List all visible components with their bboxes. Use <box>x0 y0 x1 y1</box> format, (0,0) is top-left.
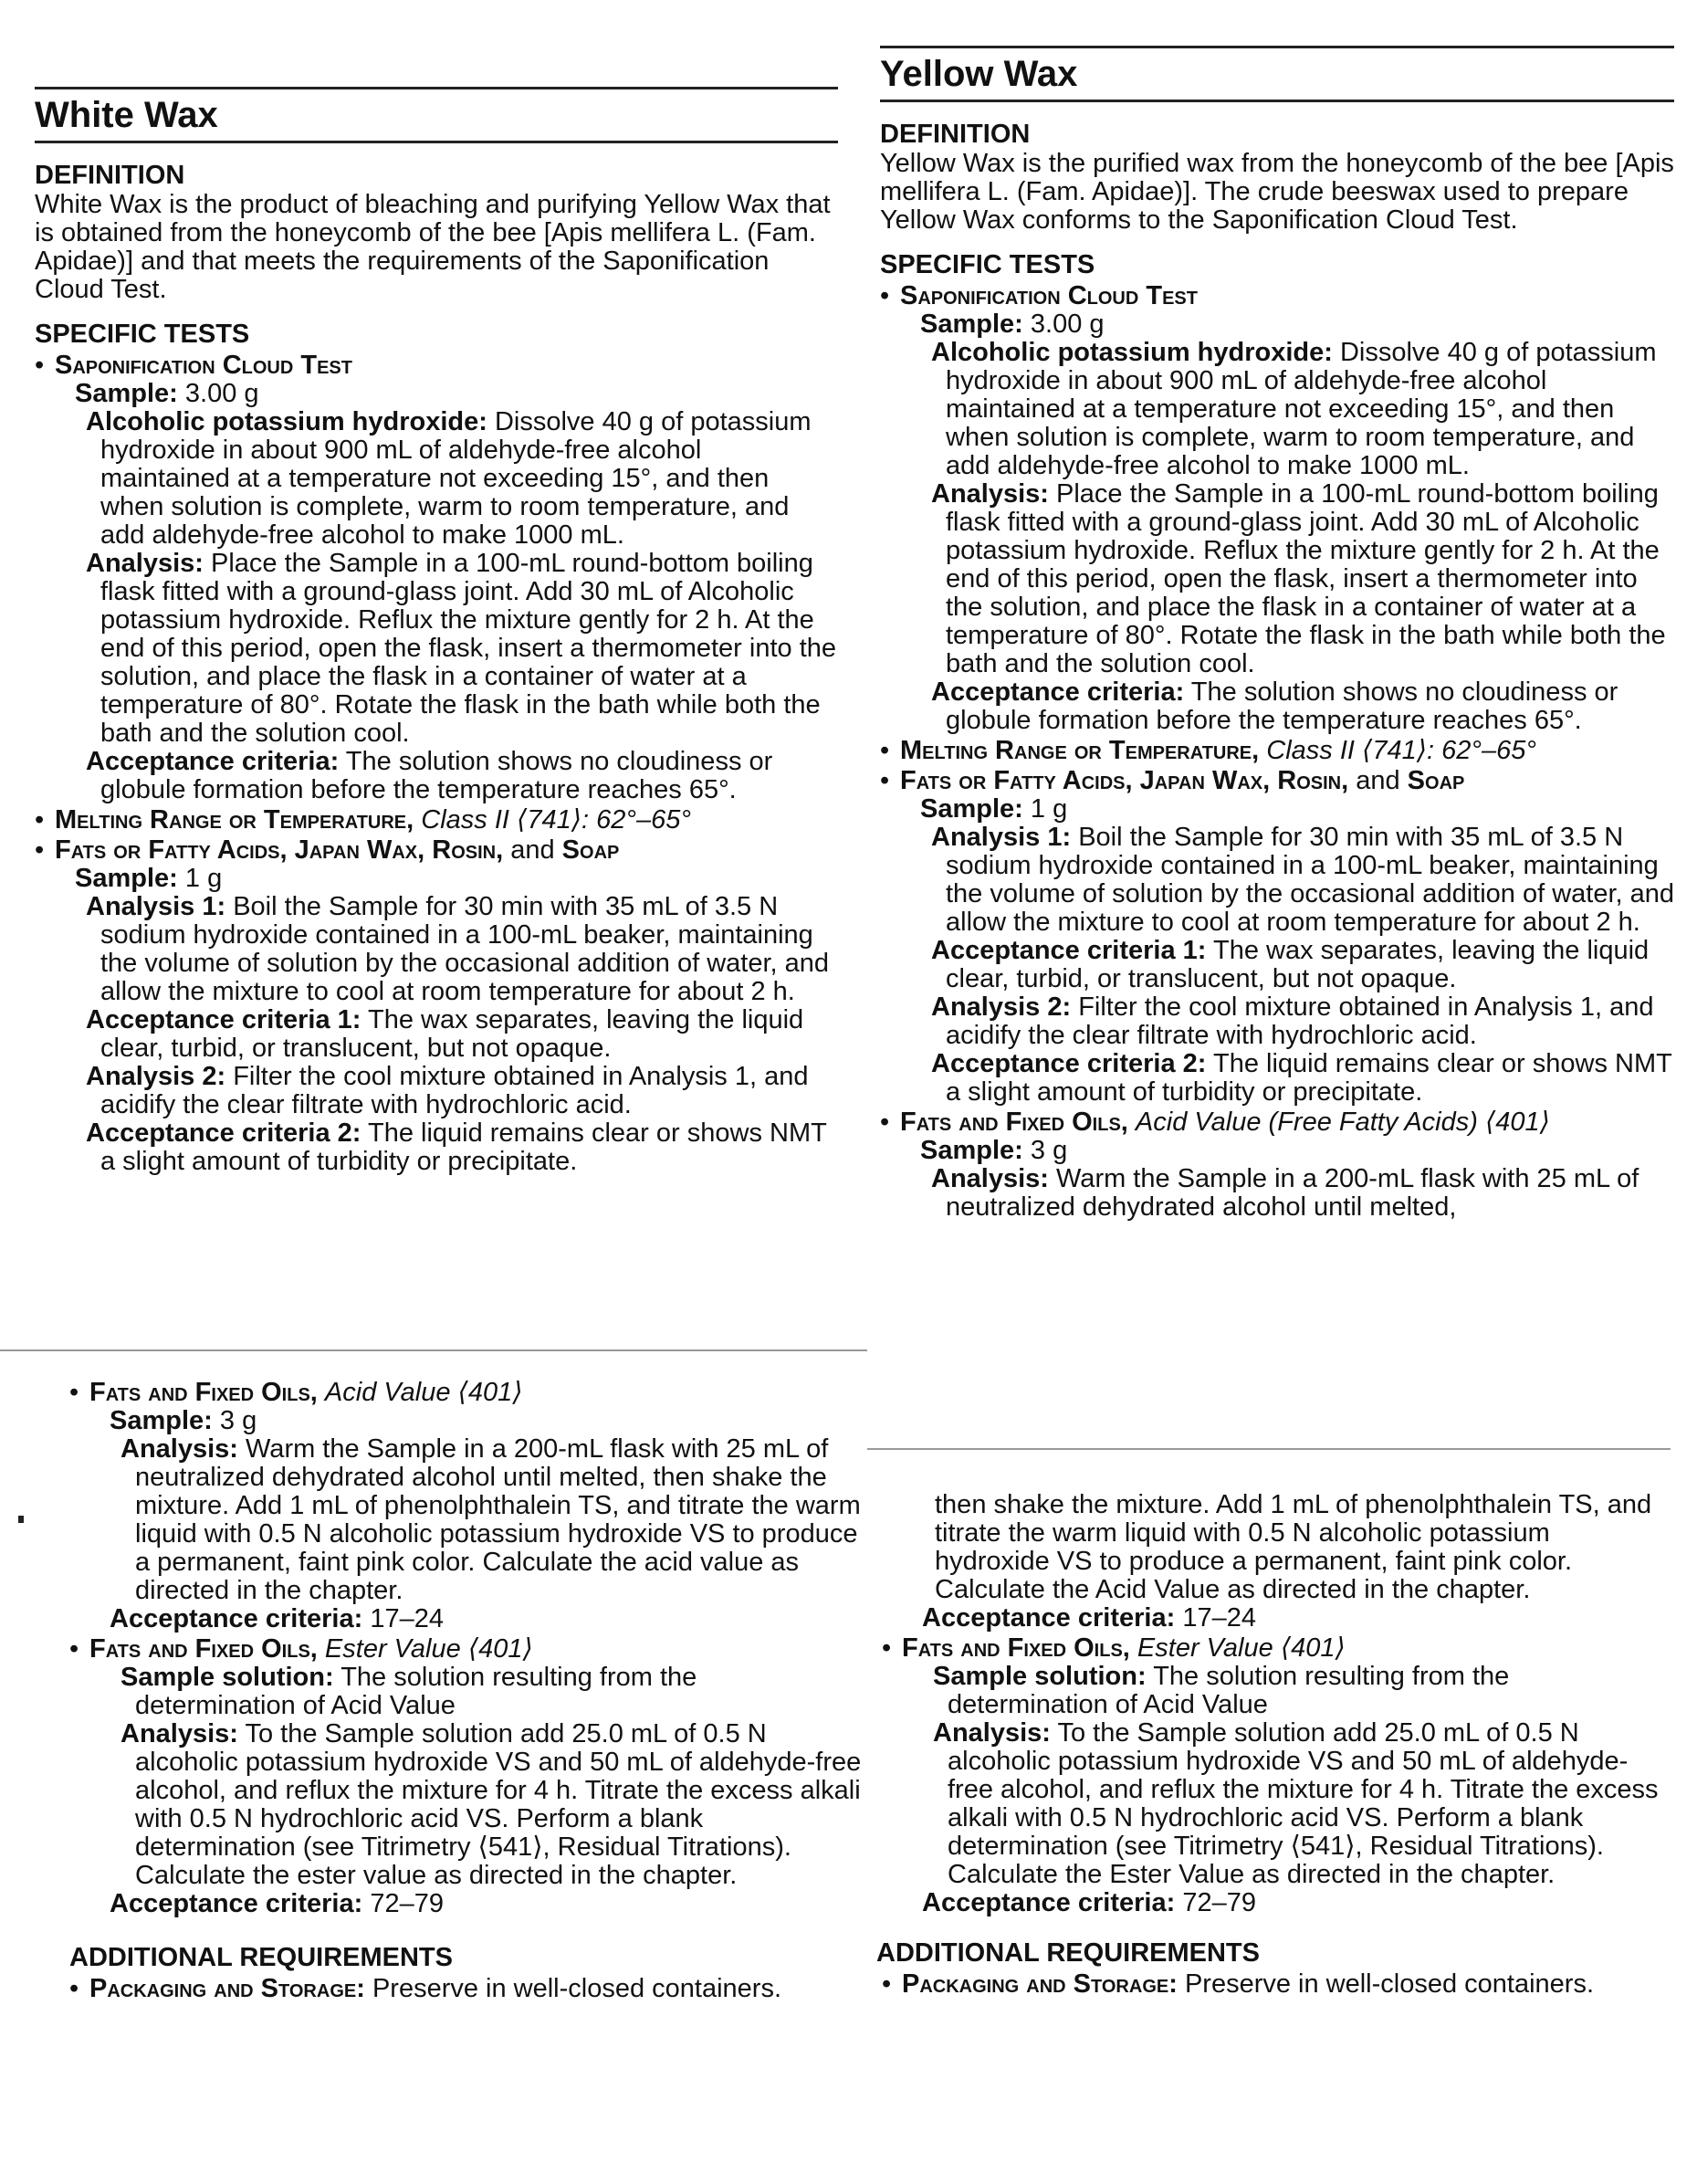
ester-analysis: Analysis: To the Sample solution add 25.0 mL of 0.5 N alcoholic potassium hydroxide VS and 50 mL of aldehyde-free alcohol, and reflux the mixture for 4 h. Titrate the excess alkali with 0.5 N hydrochloric acid VS. Perform a blank determination (see Titrimetry ⟨541⟩, Residual Titrations). Calculate the Ester Value as directed in the chapter. <box>933 1718 1659 1889</box>
fats-fatty-acids-test: • Fats or Fatty Acids, Japan Wax, Rosin, and Soap <box>880 767 1674 795</box>
melting-range-test: • Melting Range or Temperature, Class II ⟨741⟩: 62°–65° <box>880 737 1674 765</box>
sap-analysis: Analysis: Place the Sample in a 100-mL round-bottom boiling flask fitted with a ground-glass joint. Add 30 mL of Alcoholic potassium hydroxide. Reflux the mixture gently for 2 h. At the end of this period, open the flask, insert a thermometer into the solution, and place the flask in a container of water at a temperature of 80°. Rotate the flask in the bath while both the bath and the solution cool. <box>86 549 837 748</box>
white-wax-monograph <box>35 87 838 1176</box>
specific-tests-heading: SPECIFIC TESTS <box>35 320 250 349</box>
ester-sample-solution: Sample solution: The solution resulting from the determination of Acid Value <box>933 1662 1510 1719</box>
yellow-wax-monograph <box>880 46 1674 1222</box>
ester-analysis: Analysis: To the Sample solution add 25.0 mL of 0.5 N alcoholic potassium hydroxide VS and 50 mL of aldehyde-free alcohol, and reflux the mixture for 4 h. Titrate the excess alkali with 0.5 N hydrochloric acid VS. Perform a blank determination (see Titrimetry ⟨541⟩, Residual Titrations). Calculate the ester value as directed in the chapter. <box>120 1719 862 1890</box>
packaging-storage: • Packaging and Storage: Preserve in well-closed containers. <box>69 1975 864 2003</box>
saponification-test <box>35 352 838 380</box>
acid-sample: Sample: 3 g <box>110 1406 257 1435</box>
packaging-storage: • Packaging and Storage: Preserve in well-closed containers. <box>882 1970 1671 1999</box>
sap-analysis: Analysis: Place the Sample in a 100-mL round-bottom boiling flask fitted with a ground-glass joint. Add 30 mL of Alcoholic potassium hydroxide. Reflux the mixture gently for 2 h. At the end of this period, open the flask, insert a thermometer into the solution, and place the flask in a container of water at a temperature of 80°. Rotate the flask in the bath while both the bath and the solution cool. <box>931 479 1666 678</box>
acid-value-test: • Fats and Fixed Oils, Acid Value ⟨401⟩ <box>69 1379 864 1407</box>
specific-tests-heading: SPECIFIC TESTS <box>880 250 1095 279</box>
yellow-wax-title: Yellow Wax <box>880 46 1674 100</box>
acid-acceptance: Acceptance criteria: 17–24 <box>110 1604 444 1633</box>
ester-sample-solution: Sample solution: The solution resulting from the determination of Acid Value <box>120 1663 697 1720</box>
title-divider <box>880 100 1674 102</box>
fats-acceptance-2: Acceptance criteria 2: The liquid remains clear or shows NMT a slight amount of turbidity or precipitate. <box>931 1049 1672 1107</box>
ester-value-test: • Fats and Fixed Oils, Ester Value ⟨401⟩ <box>882 1634 1671 1663</box>
sap-acceptance: Acceptance criteria: The solution shows no cloudiness or globule formation before the temperature reaches 65°. <box>86 747 773 804</box>
sap-koh: Alcoholic potassium hydroxide: Dissolve 40 g of potassium hydroxide in about 900 mL of aldehyde-free alcohol maintained at a temperature not exceeding 15°, and then when solution is complete, warm to room temperature, and add aldehyde-free alcohol to make 1000 mL. <box>931 338 1657 480</box>
fats-analysis-1: Analysis 1: Boil the Sample for 30 min with 35 mL of 3.5 N sodium hydroxide contained in a 100-mL beaker, maintaining the volume of solution by the occasional addition of water, and allow the mixture to cool at room temperature for about 2 h. <box>86 892 830 1006</box>
fats-analysis-2: Analysis 2: Filter the cool mixture obtained in Analysis 1, and acidify the clear filtrate with hydrochloric acid. <box>86 1062 809 1119</box>
white-wax-title: White Wax <box>35 87 838 141</box>
fats-acceptance-1: Acceptance criteria 1: The wax separates, leaving the liquid clear, turbid, or translucent, but not opaque. <box>86 1005 804 1063</box>
ester-value-test: • Fats and Fixed Oils, Ester Value ⟨401⟩ <box>69 1635 864 1664</box>
fats-acceptance-2: Acceptance criteria 2: The liquid remains clear or shows NMT a slight amount of turbidity or precipitate. <box>86 1118 827 1176</box>
definition-heading: DEFINITION <box>880 120 1031 149</box>
title-divider <box>35 141 838 143</box>
sap-koh: Alcoholic potassium hydroxide: Dissolve 40 g of potassium hydroxide in about 900 mL of aldehyde-free alcohol maintained at a temperature not exceeding 15°, and then when solution is complete, warm to room temperature, and add aldehyde-free alcohol to make 1000 mL. <box>86 407 812 550</box>
fats-fatty-acids-test: • Fats or Fatty Acids, Japan Wax, Rosin, and Soap <box>35 836 838 865</box>
column-break-line <box>0 1349 867 1351</box>
saponification-test: • Saponification Cloud Test <box>880 282 1674 310</box>
sap-sample: Sample: 3.00 g <box>920 310 1105 339</box>
sap-sample: Sample: 3.00 g <box>75 379 259 408</box>
acid-analysis-start: Analysis: Warm the Sample in a 200-mL flask with 25 mL of neutralized dehydrated alcohol until melted, <box>931 1164 1639 1222</box>
definition-heading: DEFINITION <box>35 161 185 190</box>
definition-text: Yellow Wax is the purified wax from the honeycomb of the bee [Apis mellifera L. (Fam. Apidae)]. The crude beeswax used to prepare Yellow Wax conforms to the Saponification Cloud Test. <box>880 149 1674 235</box>
fats-analysis-2: Analysis 2: Filter the cool mixture obtained in Analysis 1, and acidify the clear filtrate with hydrochloric acid. <box>931 992 1654 1050</box>
acid-analysis-continued: then shake the mixture. Add 1 mL of phenolphthalein TS, and titrate the warm liquid with 0.5 N alcoholic potassium hydroxide VS to produce a permanent, faint pink color. Calculate the Acid Value as directed in the chapter. <box>935 1490 1652 1604</box>
fats-sample: Sample: 1 g <box>75 864 223 893</box>
melting-range-test: • Melting Range or Temperature, Class II ⟨741⟩: 62°–65° <box>35 806 838 835</box>
fats-acceptance-1: Acceptance criteria 1: The wax separates, leaving the liquid clear, turbid, or translucent, but not opaque. <box>931 936 1650 993</box>
acid-value-test: • Fats and Fixed Oils, Acid Value (Free Fatty Acids) ⟨401⟩ <box>880 1108 1674 1137</box>
acid-analysis: Analysis: Warm the Sample in a 200-mL flask with 25 mL of neutralized dehydrated alcohol until melted, then shake the mixture. Add 1 mL of phenolphthalein TS, and titrate the warm liquid with 0.5 N alcoholic potassium hydroxide VS to produce a permanent, faint pink color. Calculate the acid value as directed in the chapter. <box>120 1434 861 1605</box>
ester-acceptance: Acceptance criteria: 72–79 <box>922 1888 1256 1917</box>
definition-text: White Wax is the product of bleaching and purifying Yellow Wax that is obtained from the honeycomb of the bee [Apis mellifera L. (Fam. Apidae)] and that meets the requirements of the Saponification Cloud Test. <box>35 190 831 304</box>
stray-mark <box>18 1516 24 1523</box>
additional-requirements-heading: ADDITIONAL REQUIREMENTS <box>69 1943 453 1972</box>
acid-acceptance: Acceptance criteria: 17–24 <box>922 1603 1256 1633</box>
additional-requirements-heading: ADDITIONAL REQUIREMENTS <box>876 1938 1260 1968</box>
fats-sample: Sample: 1 g <box>920 794 1068 824</box>
sap-acceptance: Acceptance criteria: The solution shows no cloudiness or globule formation before the temperature reaches 65°. <box>931 677 1618 735</box>
white-wax-continued <box>69 1377 864 2003</box>
saponification-title: Saponification Cloud Test <box>55 351 352 380</box>
fats-analysis-1: Analysis 1: Boil the Sample for 30 min with 35 mL of 3.5 N sodium hydroxide contained in a 100-mL beaker, maintaining the volume of solution by the occasional addition of water, and allow the mixture to cool at room temperature for about 2 h. <box>931 823 1675 937</box>
ester-acceptance: Acceptance criteria: 72–79 <box>110 1889 444 1918</box>
acid-sample: Sample: 3 g <box>920 1136 1068 1165</box>
yellow-wax-continued <box>876 1490 1671 1999</box>
column-break-line <box>867 1448 1671 1450</box>
